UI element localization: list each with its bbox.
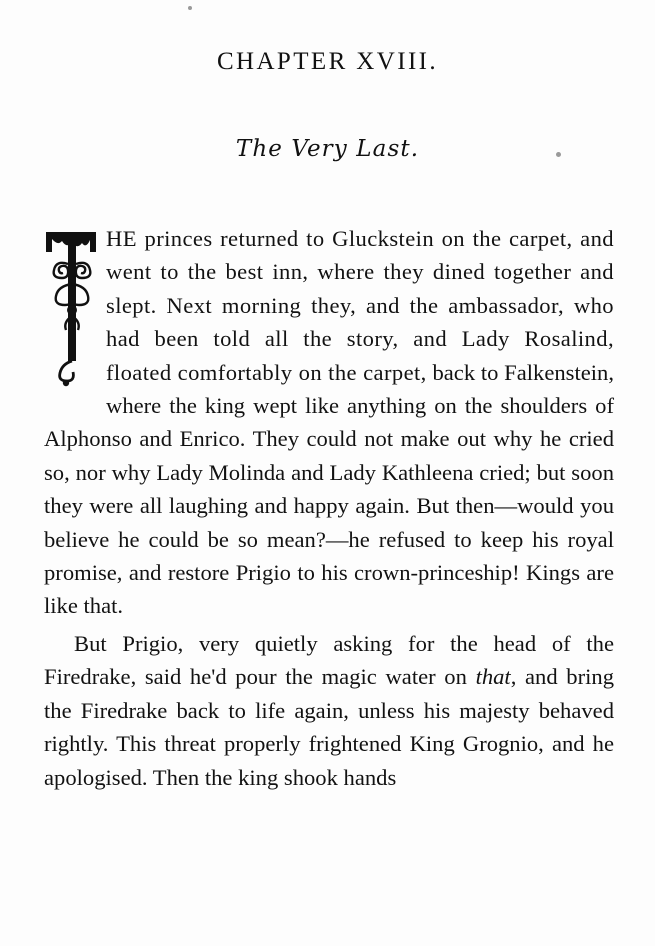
paragraph-2-italic-word: that [475,664,511,690]
decorated-dropcap-t [44,226,100,394]
body-text [44,222,614,794]
paragraph-2-after-italic: , and bring the Firedrake back to life again, unless his majesty behaved rightly. This threat properly frightened King Grognio, and he apologised. Then the king shook hands [44,664,614,790]
paragraph-1-lead: HE princes returned to Gluckstein on the carpet, and went to the best inn, where they dined together and slept. Next morning they, and the ambassador, who had been told all the story, and Lady Rosalind, floated comfortably on the carpet, [106,226,614,385]
paragraph-1 [44,222,614,623]
paragraph-1-rest: back to Falkenstein, where the king wept like anything on the shoulders of Alphonso and Enrico. They could not make out why he cried so, nor why Lady Molinda and Lady Kathleena cried; but soon they were all laughing and happy again. But then—would you believe he could be so mean?—he refused to keep his royal promise, and restore Prigio to his crown-princeship! Kings are like that. [44,359,614,619]
chapter-title: The Very Last. [235,136,420,162]
paragraph-2-before-italic: But Prigio, very quietly asking for the head of the Firedrake, said he'd pour the magic water on [44,630,614,690]
chapter-heading: CHAPTER XVIII. [216,48,439,75]
page-speck-top [188,6,192,10]
paragraph-2 [44,627,614,794]
